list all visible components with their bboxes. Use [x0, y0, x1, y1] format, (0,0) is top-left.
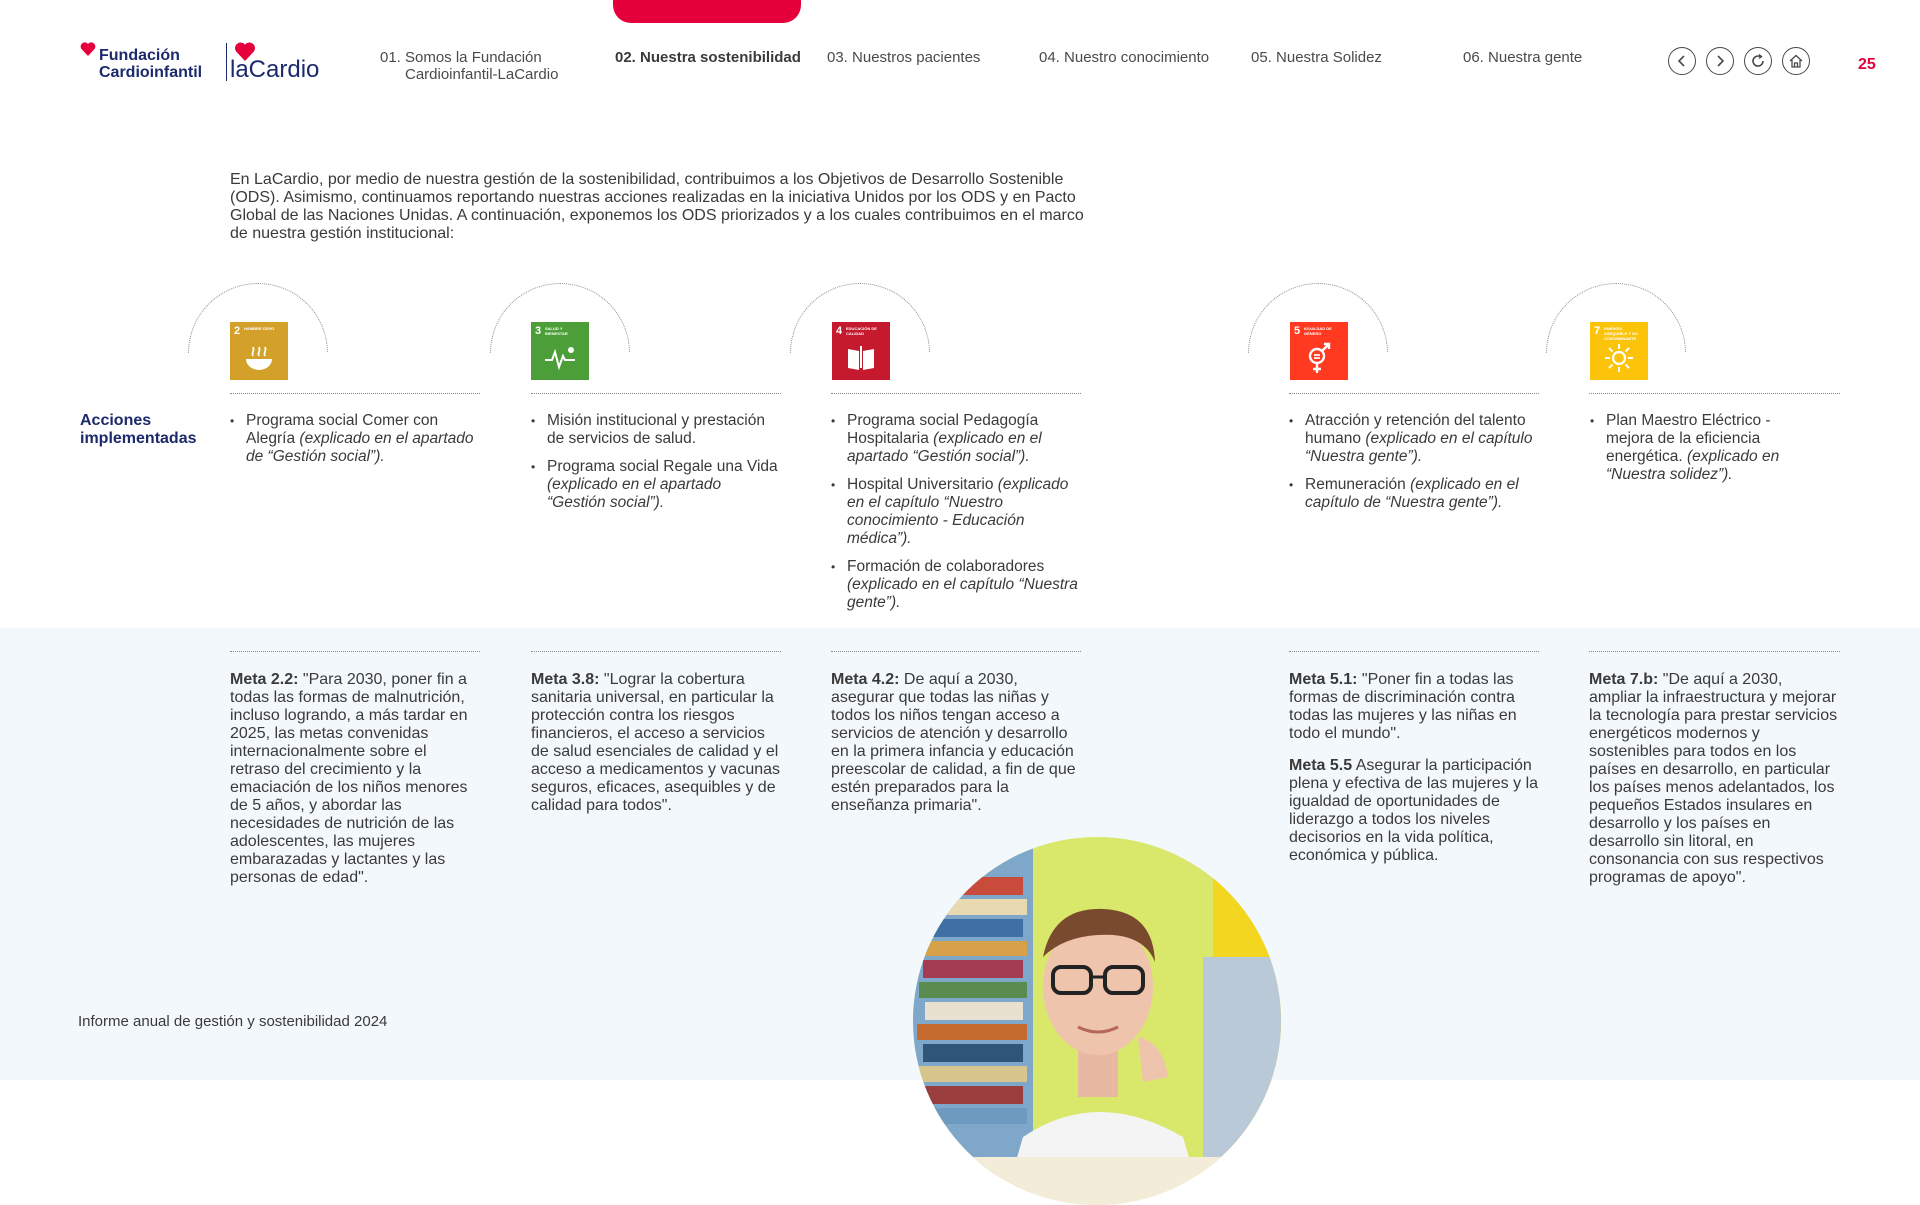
active-tab-marker [613, 0, 801, 23]
list-item: • Programa social Comer con Alegría (explicado en el apartado de “Gestión social”). [230, 412, 480, 466]
ods-4-badge [832, 322, 890, 380]
heartbeat-icon [544, 342, 576, 374]
nav-label: Nuestra gente [1488, 49, 1583, 66]
ods-number: 2 [234, 325, 241, 337]
nav-item-03[interactable] [827, 49, 980, 66]
divider [531, 393, 781, 394]
meta-text: Meta 3.8: "Lograr la cobertura sanitaria universal, en particular la protección contra los riesgos financieros, el acceso a servicios de salud esenciales de calidad y el acceso a medicamentos y vacunas seguros, eficaces, asequibles y de calidad para todos". [531, 671, 781, 814]
nav-item-05[interactable] [1251, 49, 1382, 66]
nav-item-02[interactable] [615, 49, 801, 66]
acciones-label: Acciones implementadas [80, 412, 197, 447]
divider [1289, 393, 1539, 394]
logo-divider [226, 43, 227, 81]
meta-ods-4 [831, 671, 1083, 829]
nav-label: Somos la Fundación Cardioinfantil-LaCardio [405, 49, 559, 83]
home-button[interactable] [1782, 47, 1810, 75]
actions-list-ods-4 [831, 412, 1083, 622]
ods-title: SALUD Y BIENESTAR [545, 326, 568, 336]
boy-photo [913, 837, 1281, 1205]
footer-text: Informe anual de gestión y sostenibilidad 2024 [78, 1013, 388, 1030]
nav-num: 05. [1251, 49, 1272, 66]
meta-text: Meta 4.2: De aquí a 2030, asegurar que todas las niñas y todos los niños tengan acceso a servicios de atención y desarrollo en la primera infancia y educación preescolar de calidad, a fin de que estén preparados para la enseñanza primaria". [831, 671, 1076, 814]
actions-list-ods-3 [531, 412, 781, 522]
list-item: • Formación de colaboradores (explicado en el capítulo “Nuestra gente”). [831, 558, 1083, 612]
refresh-button[interactable] [1744, 47, 1772, 75]
page-number: 25 [1858, 56, 1876, 73]
list-item: • Programa social Pedagogía Hospitalaria (explicado en el apartado “Gestión social”). [831, 412, 1083, 466]
ods-2-badge [230, 322, 288, 380]
nav-num: 06. [1463, 49, 1484, 66]
ods-3-badge [531, 322, 589, 380]
ods-title: EDUCACIÓN DE CALIDAD [846, 326, 877, 336]
nav-label: Nuestra sostenibilidad [640, 49, 801, 66]
nav-num: 03. [827, 49, 848, 66]
intro-paragraph: En LaCardio, por medio de nuestra gestión de la sostenibilidad, contribuimos a los Objetivos de Desarrollo Sostenible (ODS). Asimismo, continuamos reportando nuestras acciones realizadas en la iniciativa Unidos por los ODS y en Pacto Global de las Naciones Unidas. A continuación, exponemos los ODS priorizados y a los cuales contribuimos en el marco de nuestra gestión institucional: [230, 171, 1084, 242]
meta-ods-7 [1589, 671, 1839, 901]
heart-logo-icon [80, 42, 96, 56]
nav-num: 02. [615, 49, 636, 66]
logo-line2: Cardioinfantil [99, 64, 203, 81]
ods-title: IGUALDAD DE GÉNERO [1304, 326, 1332, 336]
list-item: • Atracción y retención del talento humano (explicado en el capítulo “Nuestra gente”). [1289, 412, 1541, 466]
actions-list-ods-2 [230, 412, 480, 476]
nav-label: Nuestro conocimiento [1064, 49, 1210, 66]
ods-title: HAMBRE CERO [244, 326, 275, 331]
divider [831, 393, 1081, 394]
divider [1589, 651, 1840, 652]
chevron-left-icon [1676, 55, 1688, 67]
nav-label: Nuestros pacientes [852, 49, 981, 66]
divider [230, 393, 480, 394]
bowl-icon [243, 342, 275, 374]
actions-list-ods-5 [1289, 412, 1541, 522]
home-icon [1788, 53, 1804, 69]
meta-ods-5 [1289, 671, 1539, 879]
divider [230, 651, 480, 652]
ods-title: ENERGÍA ASEQUIBLE Y NO CONTAMINANTE [1604, 326, 1639, 341]
nav-num: 01. [380, 49, 401, 66]
list-item: • Misión institucional y prestación de servicios de salud. [531, 412, 781, 448]
photo-illustration [913, 837, 1281, 1205]
ods-7-badge [1590, 322, 1648, 380]
gender-icon [1303, 342, 1335, 374]
meta-ods-3 [531, 671, 783, 829]
divider [1289, 651, 1539, 652]
list-item: • Programa social Regale una Vida (explicado en el apartado “Gestión social”). [531, 458, 781, 512]
prev-page-button[interactable] [1668, 47, 1696, 75]
meta-text: Meta 7.b: "De aquí a 2030, ampliar la infraestructura y mejorar la tecnología para prestar servicios energéticos modernos y sostenibles para todos en los países en desarrollo, en particular los países menos adelantados, los pequeños Estados insulares en desarrollo y los países en desarrollo sin litoral, en consonancia con sus respectivos programas de apoyo". [1589, 671, 1838, 886]
list-item: • Plan Maestro Eléctrico - mejora de la eficiencia energética. (explicado en “Nuestra solidez”). [1590, 412, 1810, 484]
sun-icon [1603, 342, 1635, 374]
meta-text: Meta 5.1: "Poner fin a todas las formas de discriminación contra todas las mujeres y las niñas en todo el mundo". [1289, 671, 1517, 742]
logo-line1: Fundación [99, 47, 180, 64]
refresh-icon [1750, 53, 1766, 69]
nav-label: Nuestra Solidez [1276, 49, 1382, 66]
nav-item-06[interactable] [1463, 49, 1582, 66]
next-page-button[interactable] [1706, 47, 1734, 75]
book-icon [845, 342, 877, 374]
divider [831, 651, 1081, 652]
meta-ods-2 [230, 671, 478, 901]
ods-number: 7 [1594, 325, 1601, 337]
ods-number: 3 [535, 325, 542, 337]
nav-item-04[interactable] [1039, 49, 1209, 66]
divider [531, 651, 781, 652]
ods-number: 4 [836, 325, 843, 337]
divider [1589, 393, 1840, 394]
meta-text: Meta 2.2: "Para 2030, poner fin a todas las formas de malnutrición, incluso logrando, a más tardar en 2025, las metas convenidas internacionalmente sobre el retraso del crecimiento y la emaciación de los niños menores de 5 años, y abordar las necesidades de nutrición de las adolescentes, las mujeres embarazadas y lactantes y las personas de edad". [230, 671, 468, 886]
chevron-right-icon [1714, 55, 1726, 67]
nav-item-01[interactable] [380, 49, 580, 83]
logo[interactable] [80, 42, 330, 84]
meta-text: Meta 5.5 Asegurar la participación plena y efectiva de las mujeres y la igualdad de oportunidades de liderazgo a todos los niveles decisorios en la vida política, económica y pública. [1289, 757, 1539, 864]
ods-5-badge [1290, 322, 1348, 380]
list-item: • Remuneración (explicado en el capítulo de “Nuestra gente”). [1289, 476, 1541, 512]
nav-num: 04. [1039, 49, 1060, 66]
logo-brand: laCardio [230, 56, 320, 83]
list-item: • Hospital Universitario (explicado en el capítulo “Nuestro conocimiento - Educación médica”). [831, 476, 1083, 548]
actions-list-ods-7 [1590, 412, 1810, 494]
ods-number: 5 [1294, 325, 1301, 337]
